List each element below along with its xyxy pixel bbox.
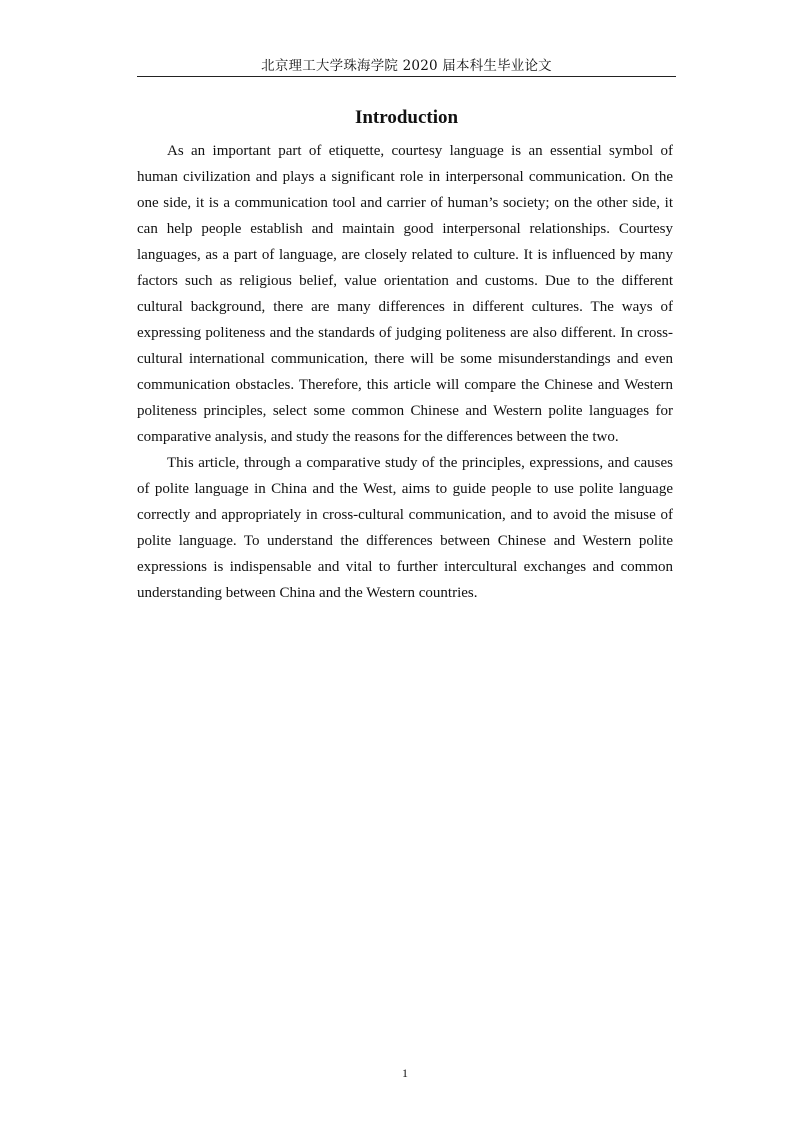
document-body	[137, 138, 673, 606]
page-header: 北京理工大学珠海学院 2020 届本科生毕业论文	[261, 58, 552, 74]
section-title: Introduction	[354, 107, 459, 128]
body-paragraph-2: This article, through a comparative study of the principles, expressions, and causes of polite language in China and the West, aims to guide people to use polite language correctly and appropriately in cross-cultural communication, and to avoid the misuse of polite language. To understand the differences between Chinese and Western polite expressions is indispensable and vital to further intercultural exchanges and common understanding between China and the Western countries.	[137, 455, 673, 601]
header-divider	[137, 76, 676, 77]
page-number: 1	[402, 1066, 408, 1080]
body-paragraph-1: As an important part of etiquette, courtesy language is an essential symbol of human civilization and plays a significant role in interpersonal communication. On the one side, it is a communication tool and carrier of human’s society; on the other side, it can help people establish and maintain good interpersonal relationships. Courtesy languages, as a part of language, are closely related to culture. It is influenced by many factors such as religious belief, value orientation and customs. Due to the different cultural background, there are many differences in different cultures. The ways of expressing politeness and the standards of judging politeness are also different. In cross-cultural international communication, there will be some misunderstandings and even communication obstacles. Therefore, this article will compare the Chinese and Western politeness principles, select some common Chinese and Western polite languages for comparative analysis, and study the reasons for the differences between the two.	[137, 143, 673, 445]
